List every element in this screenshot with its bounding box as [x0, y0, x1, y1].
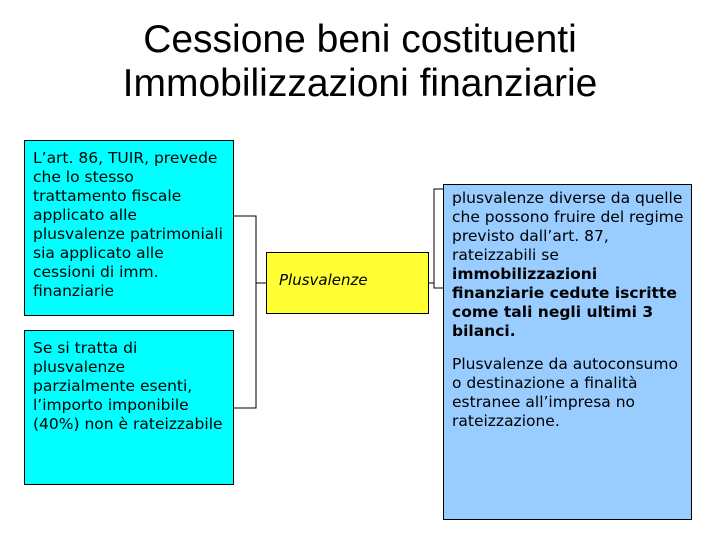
box-rateizzazione [443, 184, 692, 520]
box-plusvalenze-esenti [24, 330, 234, 485]
bracket-right [434, 189, 443, 288]
title-line-1: Cessione beni costituenti [143, 18, 577, 61]
rateizzazione-paragraph-1-bold: immobilizzazioni finanziarie cedute iscritte come tali negli ultimi 3 bilanci. [452, 265, 677, 340]
title-line-2: Immobilizzazioni finanziarie [122, 62, 598, 105]
bracket-left [234, 216, 256, 408]
box-plusvalenze [266, 252, 429, 314]
box-art-86-tuir [24, 140, 234, 316]
rateizzazione-paragraph-1-normal: plusvalenze diverse da quelle che possono fruire del regime previsto dall’art. 87, rateizzabili se [452, 189, 684, 264]
box-plusvalenze-label: Plusvalenze [279, 271, 368, 289]
rateizzazione-paragraph-2: Plusvalenze da autoconsumo o destinazione a finalità estranee all’impresa no rateizzazione. [452, 355, 678, 430]
rateizzazione-paragraph-1 [452, 189, 685, 341]
box-plusvalenze-esenti-text: Se si tratta di plusvalenze parzialmente esenti, l’importo imponibile (40%) non è rateizzabile [33, 339, 223, 433]
paragraph-gap [452, 341, 685, 355]
box-art-86-tuir-text: L’art. 86, TUIR, prevede che lo stesso trattamento fiscale applicato alle plusvalenze patrimoniali sia applicato alle cessioni di imm. finanziarie [33, 149, 223, 300]
